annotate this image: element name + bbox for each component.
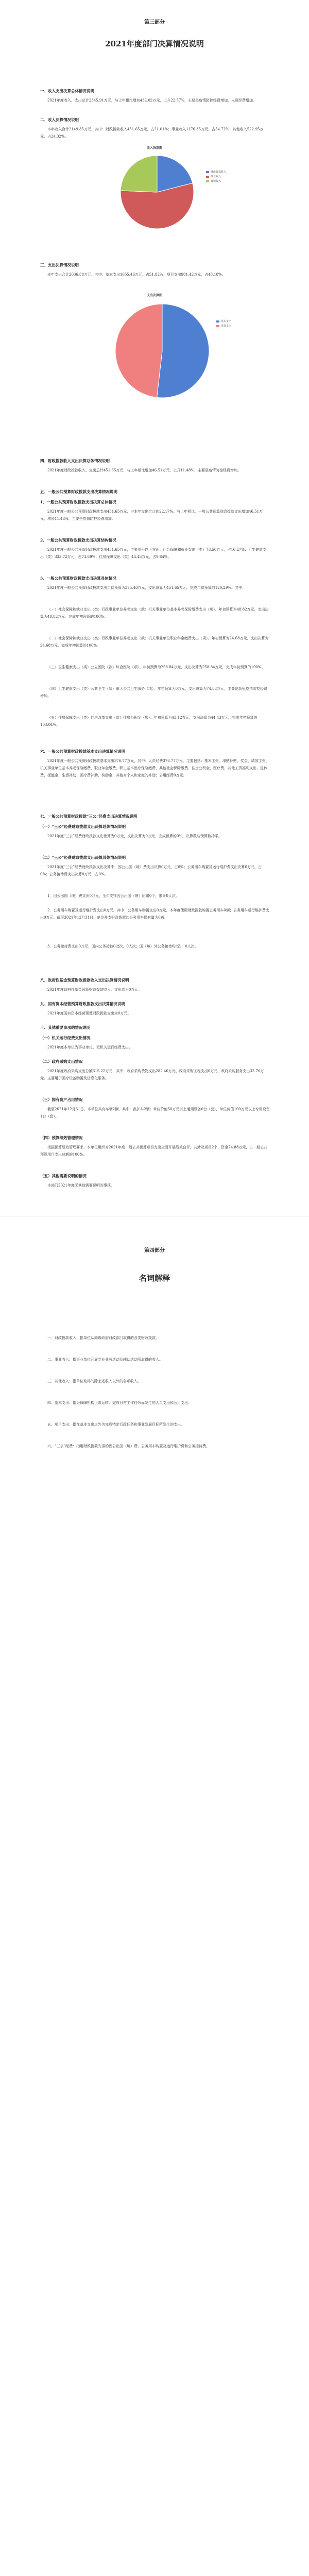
- income-heading: 二、收入决算情况说明: [40, 117, 79, 122]
- part4-title: 第四部分: [144, 1248, 165, 1253]
- gov-fund-heading: 八、政府性基金预算财政拨款收入支出决算情况说明: [40, 978, 129, 982]
- glossary-item-5: 五、项目支出：指在基本支出之外为完成特定行政任务和事业发展目标所发生的支出。: [47, 1422, 184, 1427]
- detail-item-3: （三）卫生健康支出（类）公立医院（款）综合医院（项）。年初预算为258.84万元，支出决算为258.84万元，完成年初预算的100%。: [47, 665, 265, 669]
- income-chart-legend: [206, 170, 226, 184]
- detail-item-5: （五）住房保障支出（类）住房改革支出（款）住房公积金（项）。年初预算为43.12万元，支出决算为44.43万元，完成年初预算的103.04%。: [40, 716, 258, 727]
- section1-heading: 一、收入支出决算总体情况说明: [40, 89, 94, 93]
- glossary-item-3: 三、其他收入：指单位取得的除上述收入以外的各项收入。: [47, 1379, 141, 1383]
- glossary-item-6: 六、“三公”经费：指用财政拨款安排的因公出国（境）费、公务用车购置及运行维护费和公务接待费。: [47, 1444, 210, 1448]
- three-public-item-1: 1．因公出国（境）费支出0万元，全年安排因公出国（境）团组0个，累计0人次。: [47, 894, 179, 898]
- section1-paragraph: 2021年度收入、支出总计2345.91万元，与上年相比增加432.02万元，上升22.57%，主要是疫情防控经费增加，人员经费增加。: [47, 98, 256, 103]
- glossary-item-4: 四、基本支出：指为保障机构正常运转、完成日常工作任务而发生的人员支出和公用支出。: [47, 1401, 192, 1405]
- fiscal-total-paragraph: 2021年度财政拨款收入、支出总计451.65万元，与上年相比增加46.51万元，上升11.48%，主要是疫情防控经费增加。: [47, 468, 242, 472]
- public-budget-structure-paragraph: 2021年度一般公共预算财政拨款支出451.65万元，主要用于以下方面：社会保障和就业支出（类）73.50万元，占16.27%；卫生健康支出（类）333.72万元，占73.89%；住房保障支出（类）44.43万元，占9.84%。: [40, 548, 267, 559]
- basic-expense-heading: 六、一般公共预算财政拨款基本支出决算情况说明: [40, 749, 125, 754]
- other-notes-paragraph: 本部门2021年度无其他需要说明的事项。: [47, 1183, 114, 1188]
- operating-cost-heading: （一）机关运行经费支出情况: [40, 1036, 91, 1040]
- public-budget-detail-heading: 3．一般公共预算财政拨款支出决算具体情况: [40, 576, 116, 581]
- public-budget-structure-heading: 2．一般公共预算财政拨款支出决算结构情况: [40, 538, 116, 543]
- glossary-item-1: 一、财政拨款收入：指单位从同级政府财政部门取得的各类财政拨款。: [47, 1336, 159, 1340]
- expense-pie-legend-item: [216, 324, 231, 329]
- fiscal-total-heading: 四、财政拨款收入支出决算总体情况说明: [40, 459, 110, 463]
- part4-heading: 名词解释: [139, 1274, 170, 1283]
- public-budget-total-heading: 1．一般公共预算财政拨款支出决算总体情况: [40, 500, 116, 504]
- income-pie-legend-label: 财政拨款收入: [211, 171, 227, 174]
- expense-heading: 三、支出决算情况说明: [40, 263, 79, 267]
- income-pie-legend-swatch: [206, 176, 209, 178]
- public-budget-heading: 五、一般公共预算财政拨款支出决算情况说明: [40, 489, 117, 494]
- income-pie-chart: [118, 154, 196, 231]
- basic-expense-paragraph: 2021年度一般公共预算财政拨款基本支出376.77万元，其中：人员经费376.77万元，主要包括：基本工资、津贴补贴、奖金、绩效工资、机关事业单位基本养老保险缴费、职业年金缴费、职工基本医疗保险缴费、其他社会保障缴费、住房公积金、医疗费、其他工资福利支出、退休费、抚恤金、生活补助、医疗费补助、奖励金、其他对个人和家庭的补助；公用经费0万元。: [40, 759, 269, 777]
- three-public-detail-paragraph: 2021年度“三公”经费财政拨款支出决算中，因公出国（境）费支出决算0万元，占0%；公务用车购置及运行维护费支出决算0万元，占0%；公务接待费支出决算0万元，占0%。: [40, 865, 262, 876]
- operating-cost-paragraph: 2021年度本单位为事业单位，无机关运行经费支出。: [47, 1045, 132, 1049]
- income-pie-slice-2: [121, 156, 157, 192]
- part3-title: 第三部分: [144, 20, 165, 25]
- income-pie-legend-label: 事业收入: [211, 175, 221, 178]
- three-public-detail-heading: （二）“三公”经费财政拨款支出决算具体情况说明: [40, 855, 126, 860]
- income-pie-legend-item: [206, 175, 226, 179]
- income-chart-title: 收入决算图: [146, 146, 162, 150]
- detail-item-1: （一）社会保障和就业支出（类）行政事业单位养老支出（款）机关事业单位基本养老保险缴费支出（项）。年初预算为48.82万元，支出决算为48.82万元，完成年初预算的100%。: [40, 607, 269, 619]
- performance-paragraph: 根据预算绩效管理要求，本单位组织对2021年度一般公共预算项目支出全面开展绩效自评，共涉及项目2个，资金74.88万元，占一般公共预算项目支出总额的100%。: [40, 1145, 268, 1157]
- other-notes-heading: （五）其他需要说明的情况: [40, 1174, 87, 1178]
- state-capital-paragraph: 2021年度国有资本经营预算财政拨款支出为0万元。: [47, 1011, 131, 1015]
- expense-paragraph: 本年支出合计2036.88万元，其中：基本支出1055.46万元，占51.82%；项目支出981.42万元，占48.18%。: [47, 273, 226, 277]
- procurement-paragraph: 2021年度政府采购支出总额315.22万元，其中：政府采购货物支出282.46万元、政府采购工程支出0万元、政府采购服务支出32.76万元。主要用于医疗设备购置及信息化服务。: [40, 1069, 264, 1080]
- income-pie-legend-swatch: [206, 180, 209, 182]
- expense-chart-legend: [216, 319, 231, 329]
- public-budget-detail-paragraph: 2021年度一般公共预算财政拨款支出年初预算为375.46万元，支出决算为451.65万元，完成年初预算的120.29%。其中：: [47, 586, 246, 590]
- other-matters-heading: 十、其他重要事项的情况说明: [40, 1025, 91, 1030]
- income-paragraph: 本年收入合计2149.85万元，其中：财政拨款收入451.65万元，占21.01%；事业收入1176.35万元，占54.72%；其他收入522.95万元，占24.32%。: [40, 127, 264, 139]
- assets-paragraph: 截至2021年12月31日，本单位共有车辆2辆，其中：救护车2辆；单位价值50万元以上通用设备0台（套），单位价值100万元以上专用设备1台（套）。: [40, 1107, 270, 1118]
- expense-pie-slice-0: [157, 304, 209, 398]
- expense-pie-chart: [113, 302, 211, 400]
- expense-pie-slice-1: [115, 304, 162, 397]
- performance-heading: （四）预算绩效管理情况: [40, 1136, 83, 1140]
- state-capital-heading: 九、国有资本经营预算财政拨款支出决算情况说明: [40, 1002, 125, 1006]
- income-pie-legend-swatch: [206, 171, 209, 173]
- three-public-total-heading: （一）“三公”经费财政拨款支出决算总体情况说明: [40, 824, 126, 829]
- expense-pie-legend-item: [216, 319, 231, 324]
- expense-pie-legend-label: 项目支出: [221, 325, 232, 328]
- income-pie-legend-item: [206, 170, 226, 175]
- three-public-total-paragraph: 2021年度“三公”经费财政拨款支出预算为0万元，支出决算为0万元，完成预算的0%。决算数与预算数持平。: [47, 834, 222, 838]
- detail-item-2: （二）社会保障和就业支出（类）行政事业单位养老支出（款）机关事业单位职业年金缴费支出（项）。年初预算为24.68万元，支出决算为24.68万元，完成年初预算的100%。: [40, 636, 269, 648]
- income-pie-legend-item: [206, 179, 226, 184]
- income-pie-legend-label: 其他收入: [211, 180, 221, 183]
- part3-heading: 2021年度部门决算情况说明: [105, 39, 204, 48]
- procurement-heading: （二）政府采购支出情况: [40, 1059, 83, 1064]
- three-public-item-2: 2．公务用车购置及运行维护费支出0万元。其中：公务用车购置支出0万元，本年度使用财政拨款购置公务用车0辆；公务用车运行维护费支出0万元。截至2021年12月31日，单位开支财政拨款的公务用车保有量为0辆。: [40, 908, 269, 920]
- public-budget-total-paragraph: 2021年度一般公共预算财政拨款支出451.65万元，占本年支出合计的22.17%。与上年相比，一般公共预算财政拨款支出增加46.51万元，增长11.48%，主要是疫情防控经费增加。: [40, 510, 263, 521]
- expense-chart-title: 支出决算图: [146, 294, 162, 297]
- detail-item-4: （四）卫生健康支出（类）公共卫生（款）重大公共卫生服务（项）。年初预算为0万元，支出决算为74.88万元，主要是新冠疫情防控经费增加。: [40, 687, 267, 698]
- glossary-item-2: 二、事业收入：指事业单位开展专业业务活动及辅助活动所取得的收入。: [47, 1358, 163, 1362]
- expense-pie-legend-label: 基本支出: [221, 320, 232, 323]
- three-public-heading: 七、一般公共预算财政拨款“三公”经费支出决算情况说明: [40, 814, 138, 819]
- three-public-item-3: 3．公务接待费支出0万元，国内公务接待0批次，0人次；国（境）外公务接待0批次，0人次。: [47, 944, 198, 948]
- gov-fund-paragraph: 2021年度政府性基金预算财政拨款收入、支出均为0万元。: [47, 988, 142, 992]
- expense-pie-legend-swatch: [216, 325, 219, 327]
- assets-heading: （三）国有资产占用情况: [40, 1097, 83, 1102]
- expense-pie-legend-swatch: [216, 320, 219, 323]
